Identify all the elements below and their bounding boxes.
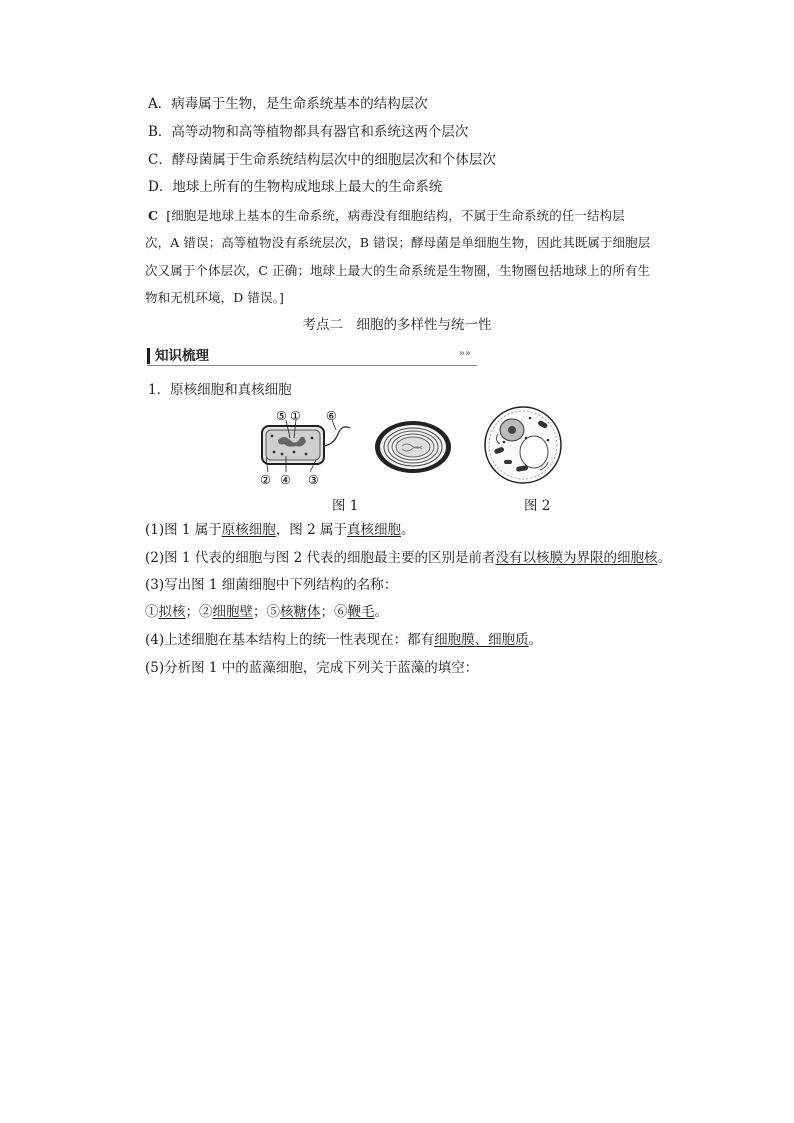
label-1: ① xyxy=(290,409,301,423)
answer-blank: 核糖体 xyxy=(280,604,321,620)
answer-blank: 真核细胞 xyxy=(346,522,401,538)
option-a: A．病毒属于生物，是生命系统基本的结构层次 xyxy=(148,96,428,112)
label-6: ⑥ xyxy=(326,409,337,423)
knowledge-label: 知识梳理 xyxy=(155,348,209,364)
figure-1-bacterium xyxy=(250,408,360,490)
label-3: ③ xyxy=(308,473,319,487)
option-d: D．地球上所有的生物构成地球上最大的生命系统 xyxy=(148,179,443,195)
answer-blank: 没有以核膜为界限的细胞核 xyxy=(495,550,658,566)
answer-letter: C xyxy=(148,208,159,223)
figure-1-caption: 图 1 xyxy=(332,498,359,514)
option-c: C．酵母菌属于生命系统结构层次中的细胞层次和个体层次 xyxy=(148,152,496,168)
item-3: (3)写出图 1 细菌细胞中下列结构的名称： xyxy=(145,577,398,593)
item-1: (1)图 1 属于原核细胞，图 2 属于真核细胞。 xyxy=(145,522,415,538)
item-3-answers: ①拟核；②细胞壁；⑤核糖体；⑥鞭毛。 xyxy=(145,604,388,620)
answer-blank: 拟核 xyxy=(158,604,186,620)
label-4: ④ xyxy=(280,473,291,487)
answer-blank: 鞭毛 xyxy=(347,604,375,620)
answer-explanation-line-3: 次又属于个体层次，C 正确；地球上最大的生命系统是生物圈，生物圈包括地球上的所有生 xyxy=(145,263,651,278)
section-title: 考点二 细胞的多样性与统一性 xyxy=(302,317,492,333)
option-b: B．高等动物和高等植物都具有器官和系统这两个层次 xyxy=(148,124,469,140)
double-chevron-icon: »» xyxy=(458,348,471,359)
label-5: ⑤ xyxy=(276,409,287,423)
item-4: (4)上述细胞在基本结构上的统一性表现在：都有细胞膜、细胞质。 xyxy=(145,632,543,648)
answer-blank: 细胞壁 xyxy=(212,604,253,620)
knowledge-section-bar xyxy=(147,346,477,366)
item-2: (2)图 1 代表的细胞与图 2 代表的细胞最主要的区别是前者没有以核膜为界限的细胞核。 xyxy=(145,550,671,566)
item-5: (5)分析图 1 中的蓝藻细胞，完成下列关于蓝藻的填空： xyxy=(145,660,479,676)
answer-explanation-line-2: 次，A 错误；高等植物没有系统层次，B 错误；酵母菌是单细胞生物，因此其既属于细胞层 xyxy=(145,235,651,250)
topic-heading: 1．原核细胞和真核细胞 xyxy=(148,382,292,398)
answer-explanation-line-4: 物和无机环境，D 错误。] xyxy=(145,290,284,305)
answer-blank: 原核细胞 xyxy=(221,522,276,538)
bar-rule xyxy=(147,365,477,366)
bar-edge xyxy=(147,348,150,364)
label-2: ② xyxy=(260,473,271,487)
figure-2-caption: 图 2 xyxy=(524,498,551,514)
figure-2-eukaryotic-cell xyxy=(482,404,564,486)
figure-1-cyanobacterium xyxy=(372,418,454,476)
answer-blank: 细胞膜、细胞质 xyxy=(434,632,529,648)
answer-explanation-line-1: C [细胞是地球上基本的生命系统，病毒没有细胞结构，不属于生命系统的任一结构层 xyxy=(148,208,625,223)
